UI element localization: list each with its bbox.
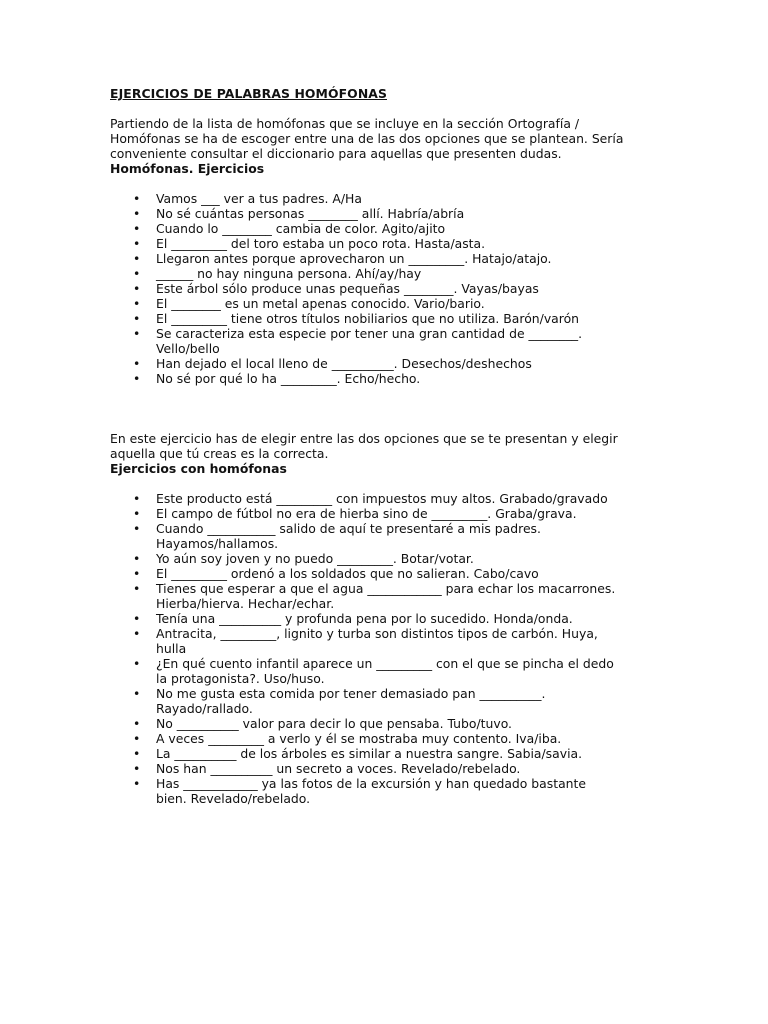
exercise-text: Vello/bello [156, 341, 220, 356]
section1-intro-line: conveniente consultar el diccionario para aquellas que presenten dudas. [110, 146, 562, 161]
bullet-icon: • [133, 236, 141, 251]
exercise-item [110, 236, 670, 251]
bullet-icon: • [133, 251, 141, 266]
exercise-text: El _________ ordenó a los soldados que no salieran. Cabo/cavo [156, 566, 539, 581]
exercise-text: Yo aún soy joven y no puedo _________. Botar/votar. [156, 551, 474, 566]
exercise-item [110, 266, 670, 281]
exercise-text: A veces _________ a verlo y él se mostraba muy contento. Iva/iba. [156, 731, 562, 746]
section1-intro [110, 116, 670, 161]
bullet-icon: • [133, 356, 141, 371]
exercise-item [110, 746, 670, 761]
section2-intro-line: En este ejercicio has de elegir entre las dos opciones que se te presentan y elegir [110, 431, 618, 446]
exercise-item [110, 581, 670, 611]
bullet-icon: • [133, 686, 141, 701]
exercise-item [110, 221, 670, 236]
exercise-text: Rayado/rallado. [156, 701, 253, 716]
bullet-icon: • [133, 206, 141, 221]
exercise-text: Este árbol sólo produce unas pequeñas ________. Vayas/bayas [156, 281, 539, 296]
exercise-text: El campo de fútbol no era de hierba sino de _________. Graba/grava. [156, 506, 577, 521]
exercise-text: El ________ es un metal apenas conocido. Vario/bario. [156, 296, 485, 311]
bullet-icon: • [133, 731, 141, 746]
exercise-text: Se caracteriza esta especie por tener una gran cantidad de ________. [156, 326, 583, 341]
exercise-text: ¿En qué cuento infantil aparece un _________ con el que se pincha el dedo [156, 656, 614, 671]
exercise-text: la protagonista?. Uso/huso. [156, 671, 325, 686]
exercise-item [110, 206, 670, 221]
bullet-icon: • [133, 191, 141, 206]
exercise-item [110, 311, 670, 326]
exercise-text: Cuando ___________ salido de aquí te presentaré a mis padres. [156, 521, 541, 536]
section1-exercise-list [110, 191, 670, 386]
document-page [110, 86, 670, 806]
exercise-item [110, 776, 670, 806]
bullet-icon: • [133, 626, 141, 641]
bullet-icon: • [133, 521, 141, 536]
exercise-item [110, 191, 670, 206]
bullet-icon: • [133, 611, 141, 626]
exercise-text: No sé cuántas personas ________ allí. Habría/abría [156, 206, 465, 221]
exercise-text: Este producto está _________ con impuestos muy altos. Grabado/gravado [156, 491, 608, 506]
exercise-text: Cuando lo ________ cambia de color. Agito/ajito [156, 221, 446, 236]
section1-intro-line: Homófonas se ha de escoger entre una de las dos opciones que se plantean. Sería [110, 131, 624, 146]
exercise-text: El _________ del toro estaba un poco rota. Hasta/asta. [156, 236, 486, 251]
bullet-icon: • [133, 656, 141, 671]
exercise-item [110, 611, 670, 626]
exercise-item [110, 296, 670, 311]
exercise-item [110, 356, 670, 371]
exercise-item [110, 281, 670, 296]
section2-exercise-list [110, 491, 670, 806]
exercise-item [110, 551, 670, 566]
exercise-item [110, 716, 670, 731]
section1-intro-line: Partiendo de la lista de homófonas que se incluye en la sección Ortografía / [110, 116, 580, 131]
exercise-item [110, 491, 670, 506]
exercise-text: ______ no hay ninguna persona. Ahí/ay/hay [156, 266, 422, 281]
bullet-icon: • [133, 746, 141, 761]
bullet-icon: • [133, 266, 141, 281]
exercise-text: Nos han __________ un secreto a voces. Revelado/rebelado. [156, 761, 521, 776]
bullet-icon: • [133, 776, 141, 791]
bullet-icon: • [133, 716, 141, 731]
bullet-icon: • [133, 371, 141, 386]
exercise-item [110, 566, 670, 581]
section2-intro-line: aquella que tú creas es la correcta. [110, 446, 329, 461]
section2-subtitle: Ejercicios con homófonas [110, 461, 287, 476]
exercise-text: Han dejado el local lleno de __________. Desechos/deshechos [156, 356, 532, 371]
exercise-text: Hayamos/hallamos. [156, 536, 279, 551]
exercise-text: Llegaron antes porque aprovecharon un _________. Hatajo/atajo. [156, 251, 552, 266]
section1-subtitle: Homófonas. Ejercicios [110, 161, 265, 176]
exercise-text: El _________ tiene otros títulos nobiliarios que no utiliza. Barón/varón [156, 311, 580, 326]
bullet-icon: • [133, 281, 141, 296]
bullet-icon: • [133, 506, 141, 521]
exercise-text: No sé por qué lo ha _________. Echo/hecho. [156, 371, 421, 386]
exercise-item [110, 761, 670, 776]
bullet-icon: • [133, 491, 141, 506]
exercise-text: Antracita, _________, lignito y turba son distintos tipos de carbón. Huya, [156, 626, 598, 641]
bullet-icon: • [133, 761, 141, 776]
section2-intro [110, 431, 670, 461]
bullet-icon: • [133, 551, 141, 566]
bullet-icon: • [133, 566, 141, 581]
bullet-icon: • [133, 311, 141, 326]
exercise-text: Tenía una __________ y profunda pena por lo sucedido. Honda/onda. [156, 611, 573, 626]
exercise-text: No me gusta esta comida por tener demasiado pan __________. [156, 686, 546, 701]
bullet-icon: • [133, 326, 141, 341]
bullet-icon: • [133, 296, 141, 311]
exercise-item [110, 731, 670, 746]
exercise-text: Vamos ___ ver a tus padres. A/Ha [156, 191, 362, 206]
exercise-item [110, 251, 670, 266]
exercise-text: Hierba/hierva. Hechar/echar. [156, 596, 335, 611]
exercise-text: Tienes que esperar a que el agua ____________ para echar los macarrones. [156, 581, 616, 596]
exercise-item [110, 506, 670, 521]
exercise-item [110, 626, 670, 656]
exercise-item [110, 371, 670, 386]
exercise-item [110, 686, 670, 716]
section-spacer [110, 386, 670, 416]
bullet-icon: • [133, 221, 141, 236]
exercise-item [110, 521, 670, 551]
exercise-text: bien. Revelado/rebelado. [156, 791, 311, 806]
document-title: EJERCICIOS DE PALABRAS HOMÓFONAS [110, 86, 387, 101]
exercise-item [110, 326, 670, 356]
bullet-icon: • [133, 581, 141, 596]
exercise-text: No __________ valor para decir lo que pensaba. Tubo/tuvo. [156, 716, 512, 731]
exercise-item [110, 656, 670, 686]
exercise-text: La __________ de los árboles es similar a nuestra sangre. Sabia/savia. [156, 746, 583, 761]
exercise-text: hulla [156, 641, 187, 656]
exercise-text: Has ____________ ya las fotos de la excursión y han quedado bastante [156, 776, 586, 791]
